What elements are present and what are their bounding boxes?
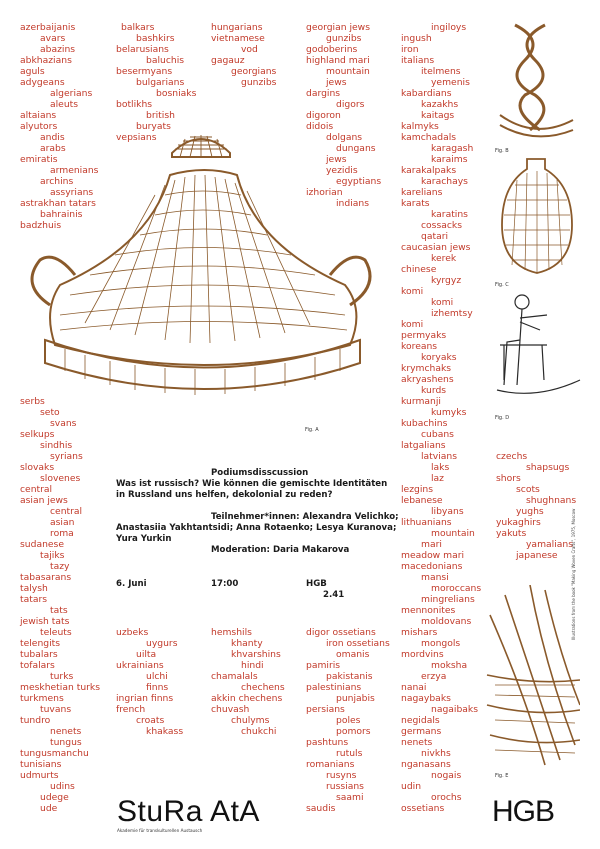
ethnic-group-gag: gagauz	[211, 55, 245, 66]
ethnic-group-negid: negidals	[401, 715, 440, 726]
figure-c-caption: Fig. C	[495, 282, 509, 288]
ethnic-group-nganas: nganasans	[401, 759, 451, 770]
ethnic-group-gunz1: gunzibs	[241, 77, 277, 88]
ethnic-group-bury: buryats	[136, 121, 171, 132]
ethnic-group-chamal: chamalals	[211, 671, 258, 682]
ethnic-group-karaim: karaims	[431, 154, 468, 165]
ethnic-group-mturks: meskhetian turks	[20, 682, 101, 693]
ethnic-group-rutuls: rutuls	[336, 748, 363, 759]
ethnic-group-lezg: lezgins	[401, 484, 434, 495]
ethnic-group-syr: syrians	[50, 451, 83, 462]
ethnic-group-teleng: telengits	[20, 638, 61, 649]
ethnic-group-poles: poles	[336, 715, 361, 726]
ethnic-group-alyu: alyutors	[20, 121, 58, 132]
ethnic-group-chuv: chuvash	[211, 704, 250, 715]
ethnic-group-kore: koreans	[401, 341, 438, 352]
ethnic-group-hung: hungarians	[211, 22, 263, 33]
ethnic-group-central: central	[20, 484, 53, 495]
ethnic-group-yakuts: yakuts	[496, 528, 527, 539]
ethnic-group-avars: avars	[40, 33, 66, 44]
figure-e-caption: Fig. E	[495, 773, 509, 779]
ethnic-group-shaps: shapsugs	[526, 462, 570, 473]
ethnic-group-ukr: ukrainians	[116, 660, 164, 671]
ethnic-group-yukag: yukaghirs	[496, 517, 541, 528]
ethnic-group-ironoss: iron ossetians	[326, 638, 390, 649]
ethnic-group-veps: vepsians	[116, 132, 157, 143]
ethnic-group-ulchi: ulchi	[146, 671, 168, 682]
ethnic-group-aleuts: aleuts	[50, 99, 79, 110]
ethnic-group-mount1: mountain	[326, 66, 370, 77]
ethnic-group-archins: archins	[40, 176, 74, 187]
ethnic-group-yamal: yamalians	[526, 539, 573, 550]
ethnic-group-georg: georgians	[231, 66, 277, 77]
ethnic-group-oman: omanis	[336, 649, 370, 660]
ethnic-group-seto: seto	[40, 407, 60, 418]
ethnic-group-laks: laks	[431, 462, 450, 473]
ethnic-group-viet: vietnamese	[211, 33, 265, 44]
ethnic-group-badz: badzhuis	[20, 220, 62, 231]
ethnic-group-yemen: yemenis	[431, 77, 470, 88]
ethnic-group-arabs: arabs	[40, 143, 66, 154]
ethnic-group-kyrg: kyrgyz	[431, 275, 462, 286]
ethnic-group-tungus: tungus	[50, 737, 82, 748]
ethnic-group-turks: turks	[50, 671, 74, 682]
ethnic-group-armen: armenians	[50, 165, 99, 176]
ethnic-group-ind: indians	[336, 198, 369, 209]
ethnic-group-alg: algerians	[50, 88, 93, 99]
ethnic-group-germ: germans	[401, 726, 442, 737]
ethnic-group-scots: scots	[516, 484, 540, 495]
ethnic-group-ude: ude	[40, 803, 58, 814]
ethnic-group-chuk: chukchi	[241, 726, 277, 737]
ethnic-group-sindh: sindhis	[40, 440, 73, 451]
event-question-line-1: Was ist russisch? Wie können die gemischte Identitäten	[116, 479, 388, 489]
stura-ata-subtitle: Akademie für transkulturellen Austausch	[117, 828, 203, 833]
ethnic-group-khak: khakass	[146, 726, 184, 737]
ethnic-group-sudan: sudanese	[20, 539, 64, 550]
ethnic-group-ital: italians	[401, 55, 435, 66]
ethnic-group-bahr: bahrainis	[40, 209, 83, 220]
ethnic-group-balk: balkars	[121, 22, 155, 33]
ethnic-group-finns: finns	[146, 682, 169, 693]
ethnic-group-komi3: komi	[401, 319, 424, 330]
figure-b-caption: Fig. B	[495, 148, 509, 154]
ethnic-group-brit: british	[146, 110, 175, 121]
ethnic-group-jews2: jews	[326, 154, 347, 165]
ethnic-group-gjews: georgian jews	[306, 22, 370, 33]
ethnic-group-nagayb2: nagaibaks	[431, 704, 479, 715]
ethnic-group-nivkh: nivkhs	[421, 748, 451, 759]
weaver-illustration-d	[492, 290, 582, 410]
ethnic-group-czechs: czechs	[496, 451, 528, 462]
ethnic-group-permy: permyaks	[401, 330, 447, 341]
ethnic-group-cuban: cubans	[421, 429, 454, 440]
ethnic-group-pomors: pomors	[336, 726, 371, 737]
ethnic-group-ingil: ingiloys	[431, 22, 467, 33]
ethnic-group-nenets2: nenets	[401, 737, 433, 748]
ethnic-group-erzya: erzya	[421, 671, 447, 682]
ethnic-group-lith: lithuanians	[401, 517, 452, 528]
ethnic-group-darg: dargins	[306, 88, 341, 99]
ethnic-group-mansi: mansi	[421, 572, 449, 583]
ethnic-group-menno: mennonites	[401, 605, 456, 616]
ethnic-group-russ: russians	[326, 781, 364, 792]
ethnic-group-moksha: moksha	[431, 660, 468, 671]
ethnic-group-roma: roma	[50, 528, 74, 539]
ethnic-group-kamch: kamchadals	[401, 132, 457, 143]
ethnic-group-palest: palestinians	[306, 682, 362, 693]
ethnic-group-tubal: tubalars	[20, 649, 58, 660]
ethnic-group-chech: chechens	[241, 682, 285, 693]
ethnic-group-nagayb: nagaybaks	[401, 693, 451, 704]
ethnic-group-shugh: shughnans	[526, 495, 577, 506]
ethnic-group-selk: selkups	[20, 429, 55, 440]
event-time: 17:00	[211, 579, 239, 589]
ethnic-group-bulg: bulgarians	[136, 77, 185, 88]
ethnic-group-botl: botlikhs	[116, 99, 153, 110]
ethnic-group-hems: hemshils	[211, 627, 252, 638]
ethnic-group-saudis: saudis	[306, 803, 336, 814]
ethnic-group-uilta: uilta	[136, 649, 157, 660]
ethnic-group-emir: emiratis	[20, 154, 58, 165]
ethnic-group-french: french	[116, 704, 146, 715]
figure-a-caption: Fig. A	[305, 427, 319, 433]
ethnic-group-asian: asian	[50, 517, 75, 528]
ethnic-group-punj: punjabis	[336, 693, 375, 704]
participants-line-2: Anastasiia Yakhtantsidi; Anna Rotaenko; Lesya Kuranova;	[116, 523, 397, 533]
ethnic-group-serbs: serbs	[20, 396, 45, 407]
ethnic-group-moldo: moldovans	[421, 616, 472, 627]
hgb-logo: HGB	[492, 795, 555, 828]
ethnic-group-godob: godoberins	[306, 44, 358, 55]
ethnic-group-kurm: kurmanji	[401, 396, 441, 407]
ethnic-group-tabas: tabasarans	[20, 572, 72, 583]
ethnic-group-krym: krymchaks	[401, 363, 452, 374]
ethnic-group-karakal: karakalpaks	[401, 165, 457, 176]
ethnic-group-karats: karats	[401, 198, 430, 209]
ethnic-group-rusyns: rusyns	[326, 770, 357, 781]
ethnic-group-hmari: highland mari	[306, 55, 370, 66]
ethnic-group-kory: koryaks	[421, 352, 457, 363]
ethnic-group-digors: digors	[336, 99, 365, 110]
ethnic-group-nenets: nenets	[50, 726, 82, 737]
ethnic-group-mingr: mingrelians	[421, 594, 475, 605]
ethnic-group-kaitag: kaitags	[421, 110, 455, 121]
ethnic-group-abazins: abazins	[40, 44, 76, 55]
ethnic-group-central2: central	[50, 506, 83, 517]
ethnic-group-kerek: kerek	[431, 253, 457, 264]
ethnic-group-chul: chulyms	[231, 715, 270, 726]
illustration-credit: Illustrations from the book "Making Woven Crafts", 1975, Moscow	[571, 508, 576, 640]
ethnic-group-karach: karachays	[421, 176, 468, 187]
ethnic-group-mmari: meadow mari	[401, 550, 465, 561]
ethnic-group-libya: libyans	[431, 506, 464, 517]
ethnic-group-kabard: kabardians	[401, 88, 452, 99]
ethnic-group-mishars: mishars	[401, 627, 438, 638]
ethnic-group-mari1: mari	[421, 539, 442, 550]
ethnic-group-teleuts: teleuts	[40, 627, 72, 638]
participants-line-3: Yura Yurkin	[116, 534, 172, 544]
ethnic-group-alta: altaians	[20, 110, 57, 121]
ethnic-group-belar: belarusians	[116, 44, 169, 55]
ethnic-group-aguls: aguls	[20, 66, 45, 77]
ethnic-group-leban: lebanese	[401, 495, 443, 506]
ethnic-group-ingf: ingrian finns	[116, 693, 174, 704]
stura-ata-logo: StuRa AtA	[117, 795, 260, 828]
ethnic-group-tungm: tungusmanchu	[20, 748, 89, 759]
ethnic-group-saami: saami	[336, 792, 364, 803]
ethnic-group-coss: cossacks	[421, 220, 463, 231]
ethnic-group-khanty: khanty	[231, 638, 263, 649]
ethnic-group-abkh: abkhazians	[20, 55, 72, 66]
ethnic-group-didois: didois	[306, 121, 334, 132]
ethnic-group-mount2: mountain	[431, 528, 475, 539]
event-venue: HGB	[306, 579, 327, 589]
ethnic-group-egypt: egyptians	[336, 176, 382, 187]
ethnic-group-vod: vod	[241, 44, 258, 55]
ethnic-group-digoron: digoron	[306, 110, 341, 121]
event-room: 2.41	[323, 590, 345, 600]
ethnic-group-itelm: itelmens	[421, 66, 461, 77]
ethnic-group-yughs: yughs	[516, 506, 544, 517]
ethnic-group-cjews: caucasian jews	[401, 242, 471, 253]
ethnic-group-tajiks: tajiks	[40, 550, 65, 561]
ethnic-group-khvar: khvarshins	[231, 649, 281, 660]
ethnic-group-karat2: karatins	[431, 209, 468, 220]
ethnic-group-tofal: tofalars	[20, 660, 55, 671]
ethnic-group-udege: udege	[40, 792, 69, 803]
figure-d-caption: Fig. D	[495, 415, 510, 421]
ethnic-group-karag: karagash	[431, 143, 474, 154]
ethnic-group-orochs: orochs	[431, 792, 462, 803]
ethnic-group-japan: japanese	[516, 550, 558, 561]
demijohn-illustration-c	[497, 155, 577, 280]
ethnic-group-hindi: hindi	[241, 660, 264, 671]
ethnic-group-kubach: kubachins	[401, 418, 448, 429]
ethnic-group-maced: macedonians	[401, 561, 463, 572]
ethnic-group-yez: yezidis	[326, 165, 358, 176]
ethnic-group-osset: ossetians	[401, 803, 445, 814]
ethnic-group-ingush: ingush	[401, 33, 432, 44]
basket-illustration-a	[15, 135, 390, 435]
ethnic-group-baluch: baluchis	[146, 55, 185, 66]
moderation: Moderation: Daria Makarova	[211, 545, 350, 555]
ethnic-group-az: azerbaijanis	[20, 22, 76, 33]
ethnic-group-digoss: digor ossetians	[306, 627, 376, 638]
ethnic-group-latv: latvians	[421, 451, 458, 462]
ethnic-group-latg: latgalians	[401, 440, 446, 451]
ethnic-group-assyr: assyrians	[50, 187, 94, 198]
ethnic-group-dolg: dolgans	[326, 132, 363, 143]
ethnic-group-jews1: jews	[326, 77, 347, 88]
ethnic-group-udm: udmurts	[20, 770, 59, 781]
ethnic-group-komi1: komi	[401, 286, 424, 297]
ethnic-group-roman: romanians	[306, 759, 355, 770]
ethnic-group-izhem: izhemtsy	[431, 308, 473, 319]
ethnic-group-mordv: mordvins	[401, 649, 444, 660]
event-title: Podiumsdisscussion	[211, 468, 309, 478]
ethnic-group-tundro: tundro	[20, 715, 51, 726]
ethnic-group-adyg: adygeans	[20, 77, 65, 88]
ethnic-group-moroc: moroccans	[431, 583, 482, 594]
ethnic-group-jtats: jewish tats	[20, 616, 70, 627]
ethnic-group-croats: croats	[136, 715, 165, 726]
weaving-illustration-e	[485, 585, 580, 770]
ethnic-group-uyg: uygurs	[146, 638, 178, 649]
ethnic-group-kumy: kumyks	[431, 407, 467, 418]
ethnic-group-laz: laz	[431, 473, 445, 484]
ethnic-group-astr: astrakhan tatars	[20, 198, 96, 209]
ethnic-group-uzb: uzbeks	[116, 627, 149, 638]
ethnic-group-asianj: asian jews	[20, 495, 68, 506]
ethnic-group-chin: chinese	[401, 264, 437, 275]
participants-line-1: Teilnehmer*innen: Alexandra Velichko;	[211, 512, 399, 522]
ethnic-group-tunis: tunisians	[20, 759, 62, 770]
ethnic-group-andis: andis	[40, 132, 65, 143]
ethnic-group-gunz2: gunzibs	[326, 33, 362, 44]
ethnic-group-udins: udins	[50, 781, 75, 792]
ethnic-group-iron: iron	[401, 44, 419, 55]
ethnic-group-tats: tats	[50, 605, 68, 616]
ethnic-group-akry: akryashens	[401, 374, 454, 385]
ethnic-group-beserm: besermyans	[116, 66, 173, 77]
ethnic-group-pasht: pashtuns	[306, 737, 349, 748]
ethnic-group-kazakh: kazakhs	[421, 99, 459, 110]
ethnic-group-tazy: tazy	[50, 561, 70, 572]
ethnic-group-bosn: bosniaks	[156, 88, 197, 99]
ethnic-group-nogais: nogais	[431, 770, 462, 781]
ethnic-group-slovak: slovaks	[20, 462, 55, 473]
ethnic-group-pakis: pakistanis	[326, 671, 373, 682]
ethnic-group-kurds: kurds	[421, 385, 447, 396]
braid-illustration-b	[495, 20, 575, 145]
ethnic-group-qatari: qatari	[421, 231, 449, 242]
ethnic-group-izh: izhorian	[306, 187, 343, 198]
ethnic-group-akkin: akkin chechens	[211, 693, 283, 704]
ethnic-group-tuvans: tuvans	[40, 704, 72, 715]
ethnic-group-mongo: mongols	[421, 638, 461, 649]
ethnic-group-slov: slovenes	[40, 473, 81, 484]
ethnic-group-karel: karelians	[401, 187, 443, 198]
ethnic-group-nanai: nanai	[401, 682, 427, 693]
event-question-line-2: in Russland uns helfen, dekolonial zu reden?	[116, 490, 333, 500]
ethnic-group-pamir: pamiris	[306, 660, 341, 671]
ethnic-group-komi2: komi	[431, 297, 454, 308]
ethnic-group-turkm: turkmens	[20, 693, 64, 704]
ethnic-group-pers: persians	[306, 704, 345, 715]
ethnic-group-tatars: tatars	[20, 594, 48, 605]
ethnic-group-talysh: talysh	[20, 583, 48, 594]
ethnic-group-udin: udin	[401, 781, 422, 792]
ethnic-group-dung: dungans	[336, 143, 376, 154]
ethnic-group-kalm: kalmyks	[401, 121, 439, 132]
ethnic-group-svans: svans	[50, 418, 77, 429]
event-date: 6. Juni	[116, 579, 147, 589]
ethnic-group-shors: shors	[496, 473, 521, 484]
ethnic-group-bash: bashkirs	[136, 33, 175, 44]
